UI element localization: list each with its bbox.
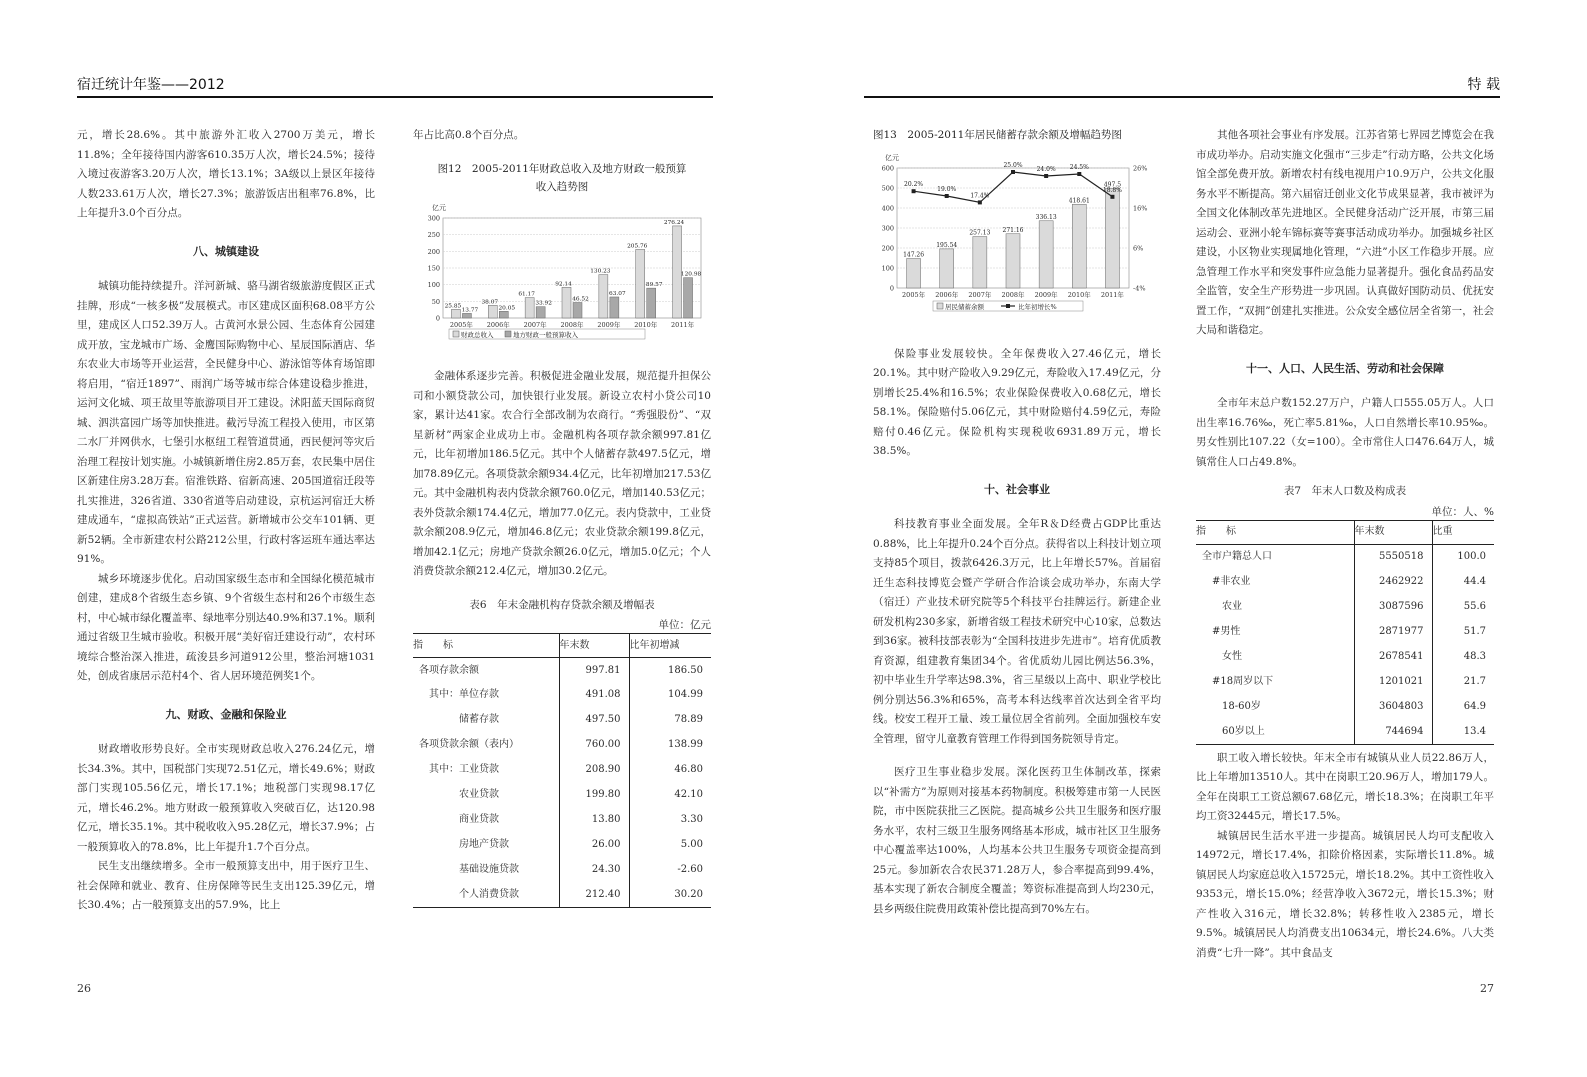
table-7-cell-value: 3087596 bbox=[1354, 594, 1432, 619]
paragraph-fiscal-revenue: 财政增收形势良好。全市实现财政总收入276.24亿元，增长34.3%。其中，国税部门实现72.51亿元，增长49.6%；财政部门实现105.56亿元，增长17.1%；地税部门实现98.17亿元，增长46.2%。地方财政一般预算收入突破百亿，达120.98亿元，增长35.1%。其中税收收入95.28亿元，增长37.9%；占一般预算收入的78.8%，比上年提升1.7个百分点。 bbox=[77, 743, 375, 853]
chart12-data-label: 61.17 bbox=[518, 291, 535, 298]
chart12-data-label: 205.76 bbox=[627, 242, 648, 249]
paragraph-tourism-cont: 元，增长28.6%。其中旅游外汇收入2700万美元，增长11.8%；全年接待国内游客610.35万人次，增长24.5%；接待入境过夜游客3.20万人次，增长13.1%；3A级以上景区年接待人数233.61万人次，增长27.3%；旅游饭店出租率76.8%，比上年提升3.0个百分点。 bbox=[77, 129, 375, 219]
table-6-row bbox=[413, 733, 711, 758]
chart12-bar-total bbox=[525, 297, 534, 317]
table-6-cell-value: 760.00 bbox=[559, 733, 629, 758]
table-7-cell-value: 2871977 bbox=[1354, 619, 1432, 644]
chart13-legend-swatch-savings bbox=[937, 303, 943, 309]
figure-13-chart bbox=[873, 148, 1161, 331]
table-7-title: 表7 年末人口数及构成表 bbox=[1283, 485, 1407, 497]
chart12-y-tick-label: 300 bbox=[427, 214, 440, 222]
running-header-left: 宿迁统计年鉴——2012 bbox=[77, 77, 225, 93]
chart13-growth-data-label: 20.2% bbox=[904, 181, 924, 189]
table-6-cell-change: 138.99 bbox=[629, 733, 711, 758]
chart13-y-tick-label: 400 bbox=[881, 204, 894, 213]
table-6-title: 表6 年末金融机构存贷款余额及增幅表 bbox=[469, 598, 655, 611]
table-6-cell-label: 各项存款余额 bbox=[419, 664, 479, 676]
chart13-legend-marker-growth bbox=[1006, 304, 1010, 308]
table-6-row bbox=[413, 758, 711, 783]
chart13-x-tick-label: 2011年 bbox=[1100, 291, 1124, 299]
chart12-legend-label-local: 地方财政一般预算收入 bbox=[513, 330, 578, 339]
chart13-growth-marker bbox=[1044, 174, 1048, 178]
table-6-header-change: 比年初增减 bbox=[629, 634, 711, 658]
chart13-growth-data-label: 24.0% bbox=[1036, 166, 1056, 173]
paragraph-urban-function: 城镇功能持续提升。洋河新城、骆马湖省级旅游度假区正式挂牌，形成“一核多极”发展模式。市区建成区面积68.08平方公里，建成区人口52.39万人。古黄河水景公园、生态体育公园建成开放，宝龙城市广场、金鹰国际购物中心、星辰国际酒店、华东农业大市场等开业运营，全民健身中心、游泳馆等体育场馆即将启用，“宿迁1897”、雨润广场等城市综合体建设稳步推进，运河文化城、项王故里等旅游项目开工建设。沭阳蓝天国际商贸城、泗洪富园广场等加快推进。截污导流工程投入使用，市区第二水厂并网供水，七堡引水枢纽工程管道贯通，西民便河等灾后治理工程按计划实施。小城镇新增住房2.85万套，农民集中居住区新建住房3.28万套。宿淮铁路、宿新高速、205国道宿迁段等扎实推进，326省道、330省道等启动建设，京杭运河宿迁大桥建成通车，“虚拟高铁站”正式运营。新增城市公交车101辆、更新52辆。全市新建农村公路212公里，行政村客运班车通达率达91%。 bbox=[77, 280, 375, 565]
chart13-bar-savings bbox=[1105, 189, 1119, 289]
chart13-bar-savings bbox=[940, 249, 954, 288]
chart12-y-tick-label: 150 bbox=[427, 264, 440, 272]
chart12-data-label: 13.77 bbox=[461, 306, 479, 313]
table-7-cell-value: 2462922 bbox=[1354, 569, 1432, 594]
paragraph-livelihood-spending: 民生支出继续增多。全市一般预算支出中，用于医疗卫生、社会保障和就业、教育、住房保障等民生支出125.39亿元，增长30.4%；占一般预算支出的57.9%，比上 bbox=[77, 860, 375, 911]
chart12-bar-local bbox=[462, 313, 471, 318]
chart12-x-tick-label: 2011年 bbox=[671, 320, 695, 329]
table-6-cell-label: 其中：工业贷款 bbox=[419, 764, 499, 776]
table-6-cell-value: 497.50 bbox=[559, 708, 629, 733]
table-6-cell-change: 46.80 bbox=[629, 758, 711, 783]
chart12-x-tick-label: 2009年 bbox=[597, 320, 621, 329]
chart13-growth-data-label: 18.8% bbox=[1102, 186, 1122, 194]
chart12-bar-local bbox=[610, 296, 619, 317]
table-6-cell-label: 个人消费贷款 bbox=[413, 883, 559, 908]
chart12-data-label: 46.52 bbox=[572, 295, 589, 302]
chart12-data-label: 130.23 bbox=[590, 268, 611, 275]
table-7-header-yearend: 年末数 bbox=[1354, 520, 1432, 544]
table-6-row bbox=[413, 783, 711, 808]
chart12-y-tick-label: 200 bbox=[427, 247, 440, 256]
chart13-bar-savings bbox=[1006, 234, 1020, 288]
paragraph-science-education: 科技教育事业全面发展。全年R＆D经费占GDP比重达0.88%，比上年提升0.24个百分点。获得省以上科技计划立项支持85个项目，拨款6426.3万元，比上年增长57%。首届宿迁生态科技博览会暨产学研合作洽谈会成功举办，东南大学（宿迁）产业技术研究院等5个科技平台挂牌运行。新建企业研发机构230多家，新增省级工程技术研究中心10家，总数达到36家。被科技部表彰为“全国科技进步先进市”。培育优质教育资源，组建教育集团34个。省优质幼儿园比例达56.3%，初中毕业生升学率达98.3%，省三星级以上高中、职业学校比例分别达56.3%和65%，高考本科达线率首次达到全省平均线。校安工程开工量、竣工量位居全省前列。全面加强校车安全管理，留守儿童教育管理工作得到国务院领导肯定。 bbox=[873, 518, 1161, 745]
chart13-bar-data-label: 497.5 bbox=[1103, 181, 1122, 189]
figure-12-svg bbox=[413, 200, 711, 350]
page-number-right: 27 bbox=[1480, 982, 1494, 995]
table-7-cell-change: 48.3 bbox=[1432, 644, 1494, 669]
table-6-unit: 单位：亿元 bbox=[658, 619, 711, 631]
table-6-cell-value: 24.30 bbox=[559, 858, 629, 883]
chart13-bar-data-label: 418.61 bbox=[1068, 197, 1090, 205]
chart13-growth-data-label: 24.5% bbox=[1069, 164, 1089, 171]
chart13-y-tick-label: 500 bbox=[881, 184, 894, 193]
chart13-y-tick-label: 600 bbox=[881, 164, 894, 173]
chart12-data-label: 63.07 bbox=[609, 290, 626, 297]
chart13-growth-marker bbox=[1110, 195, 1114, 199]
page-number-left: 26 bbox=[77, 982, 91, 995]
table-6-cell-change: 104.99 bbox=[629, 683, 711, 708]
table-7-cell-label: 60岁以上 bbox=[1196, 719, 1354, 744]
chart13-y-unit: 亿元 bbox=[885, 154, 899, 162]
paragraph-urban-environment: 城乡环境逐步优化。启动国家级生态市和全国绿化模范城市创建，建成8个省级生态乡镇、9个省级生态村和26个市级生态村，中心城市绿化覆盖率、绿地率分别达40.9%和37.1%。顺利通过省级卫生城市验收。积极开展“美好宿迁建设行动”，农村环境综合整治深入推进，疏浚县乡河道912公里，整治河塘1031处，创成省康居示范村4个、省人居环境范例奖1个。 bbox=[77, 572, 375, 682]
chart13-growth-marker bbox=[978, 200, 982, 204]
section-heading-11: 十一、人口、人民生活、劳动和社会保障 bbox=[1246, 361, 1444, 375]
chart12-bar-total bbox=[562, 287, 571, 318]
chart13-x-tick-label: 2007年 bbox=[968, 291, 992, 299]
chart13-x-tick-label: 2009年 bbox=[1034, 291, 1058, 299]
table-7-header-share: 比重 bbox=[1432, 520, 1494, 544]
chart13-growth-data-label: 25.0% bbox=[1003, 162, 1023, 169]
table-6-row bbox=[413, 708, 711, 733]
table-6-cell-value: 26.00 bbox=[559, 833, 629, 858]
running-header-right: 特 载 bbox=[1467, 77, 1500, 93]
chart13-growth-marker bbox=[1011, 170, 1015, 174]
figure-13-title: 图13 2005-2011年居民储蓄存款余额及增幅趋势图 bbox=[873, 129, 1122, 141]
table-6-cell-value: 997.81 bbox=[559, 658, 629, 683]
chart12-bar-local bbox=[647, 288, 656, 318]
table-7-cell-value: 744694 bbox=[1354, 719, 1432, 744]
chart12-x-tick-label: 2006年 bbox=[486, 320, 510, 329]
table-6-cell-label: 储蓄存款 bbox=[419, 714, 499, 726]
chart13-y-tick-label: 300 bbox=[881, 224, 894, 233]
chart13-bar-savings bbox=[1072, 204, 1086, 288]
table-7-row bbox=[1196, 644, 1494, 669]
chart13-y2-tick-label: 6% bbox=[1133, 244, 1144, 253]
chart13-y2-tick-label: 26% bbox=[1133, 164, 1148, 173]
chart13-bar-savings bbox=[973, 237, 987, 288]
chart13-legend-label-savings: 居民储蓄余额 bbox=[945, 303, 984, 311]
table-7-cell-value: 5550518 bbox=[1354, 544, 1432, 569]
chart12-x-tick-label: 2007年 bbox=[523, 320, 547, 329]
table-6-cell-value: 208.90 bbox=[559, 758, 629, 783]
chart13-bar-data-label: 271.16 bbox=[1002, 226, 1024, 234]
table-7-cell-change: 64.9 bbox=[1432, 694, 1494, 719]
table-6-cell-label: 基础设施贷款 bbox=[419, 864, 519, 876]
chart12-x-tick-label: 2010年 bbox=[634, 320, 658, 329]
chart13-y2-tick-label: 16% bbox=[1133, 204, 1148, 213]
chart13-y-tick-label: 0 bbox=[889, 284, 894, 293]
chart13-growth-marker bbox=[1077, 172, 1081, 176]
chart12-bar-total bbox=[451, 309, 460, 318]
chart12-data-label: 33.92 bbox=[535, 300, 552, 307]
table-6-cell-change: 30.20 bbox=[629, 883, 711, 908]
table-6-cell-value: 13.80 bbox=[559, 808, 629, 833]
table-7-row bbox=[1196, 694, 1494, 719]
chart13-growth-data-label: 17.4% bbox=[970, 192, 990, 200]
table-6-cell-change: -2.60 bbox=[629, 858, 711, 883]
chart13-bar-data-label: 195.54 bbox=[936, 241, 958, 249]
table-7-cell-label: #非农业 bbox=[1202, 575, 1251, 587]
table-7-cell-label: 农业 bbox=[1202, 600, 1242, 612]
chart12-bar-total bbox=[636, 249, 645, 318]
chart13-legend-label-growth: 比年初增长% bbox=[1018, 303, 1057, 311]
table-6-cell-change: 42.10 bbox=[629, 783, 711, 808]
table-7-cell-label: 全市户籍总人口 bbox=[1202, 551, 1272, 562]
table-6-row bbox=[413, 683, 711, 708]
section-heading-8: 八、城镇建设 bbox=[193, 244, 259, 258]
paragraph-finance-system: 金融体系逐步完善。积极促进金融业发展，规范提升担保公司和小额贷款公司，加快银行业发展。新设立农村小贷公司10家，累计达41家。农合行全部改制为农商行。“秀强股份”、“双星新材”两家企业成功上市。金融机构各项存款余额997.81亿元，比年初增加186.5亿元。其中个人储蓄存款497.5亿元，增加78.89亿元。各项贷款余额934.4亿元，比年初增加217.53亿元。其中金融机构表内贷款余额760.0亿元，增加140.53亿元；表外贷款余额174.4亿元，增加77.0亿元。表内贷款中，工业贷款余额208.9亿元，增加46.8亿元；农业贷款余额199.8亿元，增加42.1亿元；房地产贷款余额26.0亿元，增加5.0亿元；个人消费贷款余额212.4亿元，增加30.2亿元。 bbox=[413, 370, 711, 577]
chart13-growth-marker bbox=[912, 189, 916, 193]
table-7-cell-change: 13.4 bbox=[1432, 719, 1494, 744]
header-rule-left bbox=[77, 96, 713, 98]
table-7-header-indicator: 指 标 bbox=[1196, 520, 1354, 544]
table-6 bbox=[413, 633, 711, 908]
chart13-x-tick-label: 2006年 bbox=[935, 291, 959, 299]
section-heading-10: 十、社会事业 bbox=[984, 482, 1050, 496]
chart12-x-tick-label: 2005年 bbox=[449, 320, 473, 329]
column-2 bbox=[413, 126, 711, 908]
table-6-cell-value: 212.40 bbox=[559, 883, 629, 908]
chart13-bar-data-label: 147.26 bbox=[903, 251, 925, 259]
table-6-cell-value: 199.80 bbox=[559, 783, 629, 808]
section-heading-9: 九、财政、金融和保险业 bbox=[165, 707, 287, 721]
paragraph-urban-living: 城镇居民生活水平进一步提高。城镇居民人均可支配收入14972元，增长17.4%，扣除价格因素，实际增长11.8%。城镇居民人均家庭总收入15725元，增长18.2%。其中工资性收入9353元，增长15.0%；经营净收入3672元，增长15.3%；财产性收入316元，增长32.8%；转移性收入2385元，增长9.5%。城镇居民人均消费支出10634元，增长24.6%。八大类消费“七升一降”。其中食品支 bbox=[1196, 829, 1494, 959]
chart13-x-tick-label: 2010年 bbox=[1067, 291, 1091, 299]
chart13-bar-savings bbox=[907, 259, 921, 288]
paragraph-population: 全市年末总户数152.27万户，户籍人口555.05万人。人口出生率16.76‰，死亡率5.81‰，人口自然增长率10.95‰。男女性别比107.22（女=100）。全市常住人口476.64万人，城镇常住人口占49.8%。 bbox=[1196, 397, 1494, 468]
chart12-bar-total bbox=[599, 274, 608, 317]
table-7-cell-label: 女性 bbox=[1202, 650, 1242, 662]
table-7 bbox=[1196, 520, 1494, 745]
table-6-cell-label: 房地产贷款 bbox=[419, 839, 509, 851]
column-4 bbox=[1196, 126, 1494, 963]
table-7-row bbox=[1196, 669, 1494, 694]
chart13-bar-savings bbox=[1039, 221, 1053, 288]
chart12-data-label: 38.07 bbox=[481, 298, 499, 305]
chart12-y-unit: 亿元 bbox=[432, 203, 446, 212]
chart12-bar-total bbox=[488, 305, 497, 318]
chart12-bar-local bbox=[573, 302, 582, 318]
table-6-cell-change: 5.00 bbox=[629, 833, 711, 858]
table-7-unit: 单位：人、% bbox=[1431, 505, 1494, 518]
chart13-y2-tick-label: -4% bbox=[1133, 284, 1146, 293]
table-6-row bbox=[413, 858, 711, 883]
chart12-legend-swatch-total bbox=[453, 331, 459, 337]
chart13-y-tick-label: 100 bbox=[881, 264, 894, 273]
chart12-legend-label-total: 财政总收入 bbox=[461, 330, 494, 339]
table-7-cell-change: 44.4 bbox=[1432, 569, 1494, 594]
table-7-cell-change: 51.7 bbox=[1432, 619, 1494, 644]
table-6-cell-label: 农业贷款 bbox=[419, 789, 499, 801]
chart12-data-label: 89.57 bbox=[645, 281, 663, 288]
table-7-row bbox=[1196, 619, 1494, 644]
chart12-data-label: 92.14 bbox=[555, 280, 572, 287]
chart12-data-label: 276.24 bbox=[663, 219, 685, 226]
chart12-bar-local bbox=[684, 277, 693, 317]
chart12-x-tick-label: 2008年 bbox=[560, 320, 584, 329]
table-6-header-indicator: 指 标 bbox=[413, 634, 559, 658]
header-rule-right bbox=[864, 96, 1500, 98]
chart12-y-tick-label: 100 bbox=[427, 280, 440, 289]
table-6-cell-label: 各项贷款余额（表内） bbox=[419, 739, 519, 751]
table-7-cell-value: 3604803 bbox=[1354, 694, 1432, 719]
figure-12-chart bbox=[413, 200, 711, 358]
chart13-x-tick-label: 2008年 bbox=[1001, 291, 1025, 299]
chart12-bar-local bbox=[499, 311, 508, 318]
chart12-data-label: 20.05 bbox=[498, 304, 516, 311]
table-7-cell-label: #18周岁以下 bbox=[1202, 675, 1274, 687]
table-7-row bbox=[1196, 594, 1494, 619]
table-6-cell-label: 商业贷款 bbox=[419, 814, 499, 826]
table-6-cell-change: 186.50 bbox=[629, 658, 711, 683]
table-6-cell-label: 其中：单位存款 bbox=[419, 689, 499, 701]
figure-13-svg bbox=[873, 148, 1161, 323]
table-6-row bbox=[413, 658, 711, 683]
chart13-growth-data-label: 19.0% bbox=[937, 186, 957, 193]
table-6-row bbox=[413, 808, 711, 833]
table-6-row bbox=[413, 833, 711, 858]
table-7-cell-value: 1201021 bbox=[1354, 669, 1432, 694]
table-7-cell-label: 18-60岁 bbox=[1202, 700, 1261, 712]
paragraph-social-affairs: 其他各项社会事业有序发展。江苏省第七界园艺博览会在我市成功举办。启动实施文化强市“三步走”行动方略，公共文化场馆全部免费开放。新增农村有线电视用户10.9万户，公共文化服务水平不断提高。第六届宿迁创业文化节成果显著，我市被评为全国文化体制改革先进地区。全民健身活动广泛开展，市第三届运动会、亚洲小轮车锦标赛等赛事活动成功举办。加强城乡社区建设，小区物业实现属地化管理，“六进”小区工作稳步开展。应急管理工作水平和突发事件应急能力显著提升。强化食品药品安全监管，安全生产形势进一步巩固。认真做好国防动员、优抚安置工作，“双拥”创建扎实推进。公众安全感位居全省第一，社会大局和谐稳定。 bbox=[1196, 129, 1494, 336]
chart13-y-tick-label: 200 bbox=[881, 244, 894, 253]
table-6-cell-change: 78.89 bbox=[629, 708, 711, 733]
figure-12-title: 图12 2005-2011年财政总收入及地方财政一般预算收入趋势图 bbox=[437, 162, 687, 193]
chart13-growth-marker bbox=[945, 194, 949, 198]
table-7-row bbox=[1196, 569, 1494, 594]
table-7-cell-value: 2678541 bbox=[1354, 644, 1432, 669]
chart13-bar-data-label: 336.13 bbox=[1035, 213, 1057, 221]
table-7-cell-label: #男性 bbox=[1202, 625, 1241, 637]
chart12-y-tick-label: 50 bbox=[431, 297, 440, 306]
table-6-row bbox=[413, 883, 711, 908]
chart12-bar-local bbox=[536, 306, 545, 317]
column-3 bbox=[873, 126, 1161, 919]
table-7-row bbox=[1196, 719, 1494, 744]
chart13-x-tick-label: 2005年 bbox=[902, 291, 926, 299]
chart12-data-label: 25.85 bbox=[444, 302, 462, 309]
column-1 bbox=[77, 126, 375, 916]
table-6-header-yearend: 年末数 bbox=[559, 634, 629, 658]
paragraph-fiscal-cont: 年占比高0.8个百分点。 bbox=[413, 129, 525, 141]
table-7-cell-change: 21.7 bbox=[1432, 669, 1494, 694]
chart12-y-tick-label: 250 bbox=[427, 230, 440, 239]
paragraph-wages: 职工收入增长较快。年末全市有城镇从业人员22.86万人，比上年增加13510人。其中在岗职工20.96万人，增加179人。全年在岗职工工资总额67.68亿元，增长18.3%；在岗职工年平均工资32445元，增长17.5%。 bbox=[1196, 751, 1494, 822]
chart12-data-label: 120.98 bbox=[680, 271, 702, 278]
chart12-y-tick-label: 0 bbox=[435, 314, 440, 322]
table-6-cell-value: 491.08 bbox=[559, 683, 629, 708]
table-7-cell-change: 55.6 bbox=[1432, 594, 1494, 619]
table-7-row bbox=[1196, 544, 1494, 569]
table-7-cell-change: 100.0 bbox=[1432, 544, 1494, 569]
paragraph-insurance: 保险事业发展较快。全年保费收入27.46亿元，增长20.1%。其中财产险收入9.29亿元，寿险收入17.49亿元，分别增长25.4%和16.5%；农业保险保费收入0.68亿元，增长58.1%。保险赔付5.06亿元，其中财险赔付4.59亿元，寿险赔付0.46亿元。保险机构实现税收6931.89万元，增长38.5%。 bbox=[873, 347, 1161, 457]
chart12-legend-swatch-local bbox=[505, 331, 511, 337]
chart13-bar-data-label: 257.13 bbox=[969, 229, 991, 237]
paragraph-healthcare: 医疗卫生事业稳步发展。深化医药卫生体制改革，探索以“补需方”为原则对接基本药物制度。积极筹建市第一人民医院，市中医院获批三乙医院。提高城乡公共卫生服务和医疗服务水平，农村三级卫生服务网络基本形成，城市社区卫生服务中心覆盖率达100%，人均基本公共卫生服务专项资金提高到25元。参加新农合农民371.28万人，参合率提高到99.4%，基本实现了新农合制度全覆盖；筹资标准提高到人均230元，县乡两级住院费用政策补偿比提高到70%左右。 bbox=[873, 766, 1161, 915]
table-6-cell-change: 3.30 bbox=[629, 808, 711, 833]
